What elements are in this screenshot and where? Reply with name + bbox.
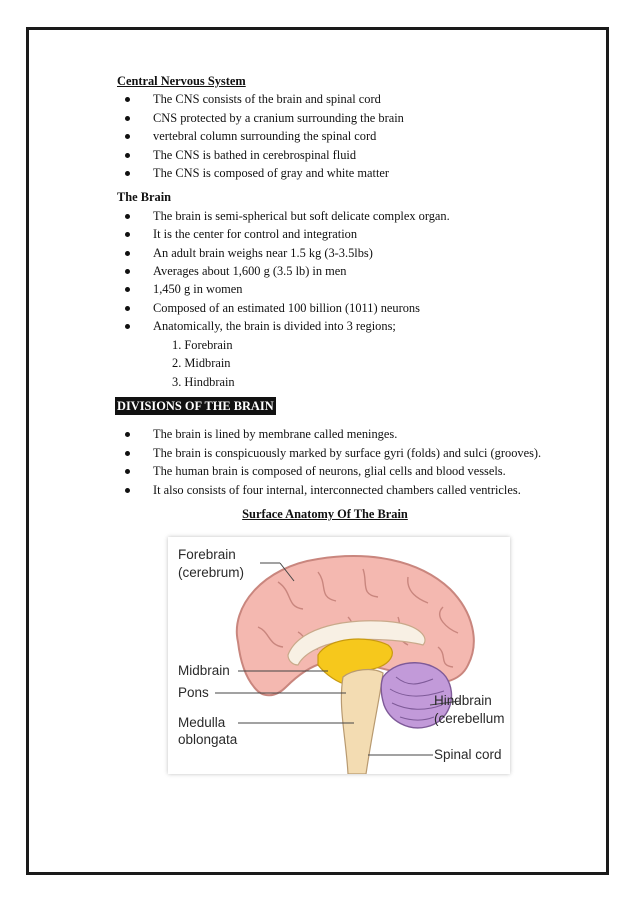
- list-item: It also consists of four internal, interconnected chambers called ventricles.: [117, 481, 557, 499]
- divisions-list: [117, 425, 557, 499]
- figure-caption: Surface Anatomy Of The Brain: [242, 506, 408, 521]
- brain-illustration: [168, 537, 510, 774]
- document-body: [117, 72, 557, 523]
- divisions-heading: DIVISIONS OF THE BRAIN: [115, 397, 276, 415]
- list-item: The brain is lined by membrane called meninges.: [117, 425, 557, 443]
- label-hindbrain: Hindbrain: [434, 693, 492, 708]
- brain-diagram: [168, 537, 510, 774]
- brain-heading: The Brain: [117, 190, 172, 205]
- list-item: Averages about 1,600 g (3.5 lb) in men: [117, 262, 557, 280]
- list-item: CNS protected by a cranium surrounding the brain: [117, 109, 557, 127]
- label-medulla: Medulla: [178, 715, 226, 730]
- brain-list: [117, 207, 557, 336]
- label-pons: Pons: [178, 685, 209, 700]
- brainstem-shape: [341, 670, 383, 774]
- label-spinal-cord: Spinal cord: [434, 747, 502, 762]
- region-item: 1. Forebrain: [172, 337, 233, 352]
- label-forebrain: Forebrain: [178, 547, 236, 562]
- label-cerebrum: (cerebrum): [178, 565, 245, 580]
- list-item: The human brain is composed of neurons, glial cells and blood vessels.: [117, 462, 557, 480]
- region-item: 2. Midbrain: [172, 356, 231, 371]
- label-midbrain: Midbrain: [178, 663, 230, 678]
- label-oblongata: oblongata: [178, 732, 238, 747]
- list-item: 1,450 g in women: [117, 280, 557, 298]
- cns-list: [117, 90, 557, 182]
- list-item: The CNS consists of the brain and spinal cord: [117, 90, 557, 108]
- list-item: The brain is conspicuously marked by surface gyri (folds) and sulci (grooves).: [117, 444, 557, 462]
- list-item: Composed of an estimated 100 billion (1011) neurons: [117, 299, 557, 317]
- list-item: An adult brain weighs near 1.5 kg (3-3.5lbs): [117, 244, 557, 262]
- list-item: The CNS is composed of gray and white matter: [117, 164, 557, 182]
- list-item: The brain is semi-spherical but soft delicate complex organ.: [117, 207, 557, 225]
- list-item: It is the center for control and integration: [117, 225, 557, 243]
- regions-list: [117, 336, 557, 391]
- region-item: 3. Hindbrain: [172, 374, 235, 389]
- cns-heading: Central Nervous System: [117, 74, 246, 88]
- list-item: Anatomically, the brain is divided into 3 regions;: [117, 317, 557, 335]
- list-item: vertebral column surrounding the spinal cord: [117, 127, 557, 145]
- list-item: The CNS is bathed in cerebrospinal fluid: [117, 146, 557, 164]
- label-cerebellum: (cerebellum: [434, 711, 505, 726]
